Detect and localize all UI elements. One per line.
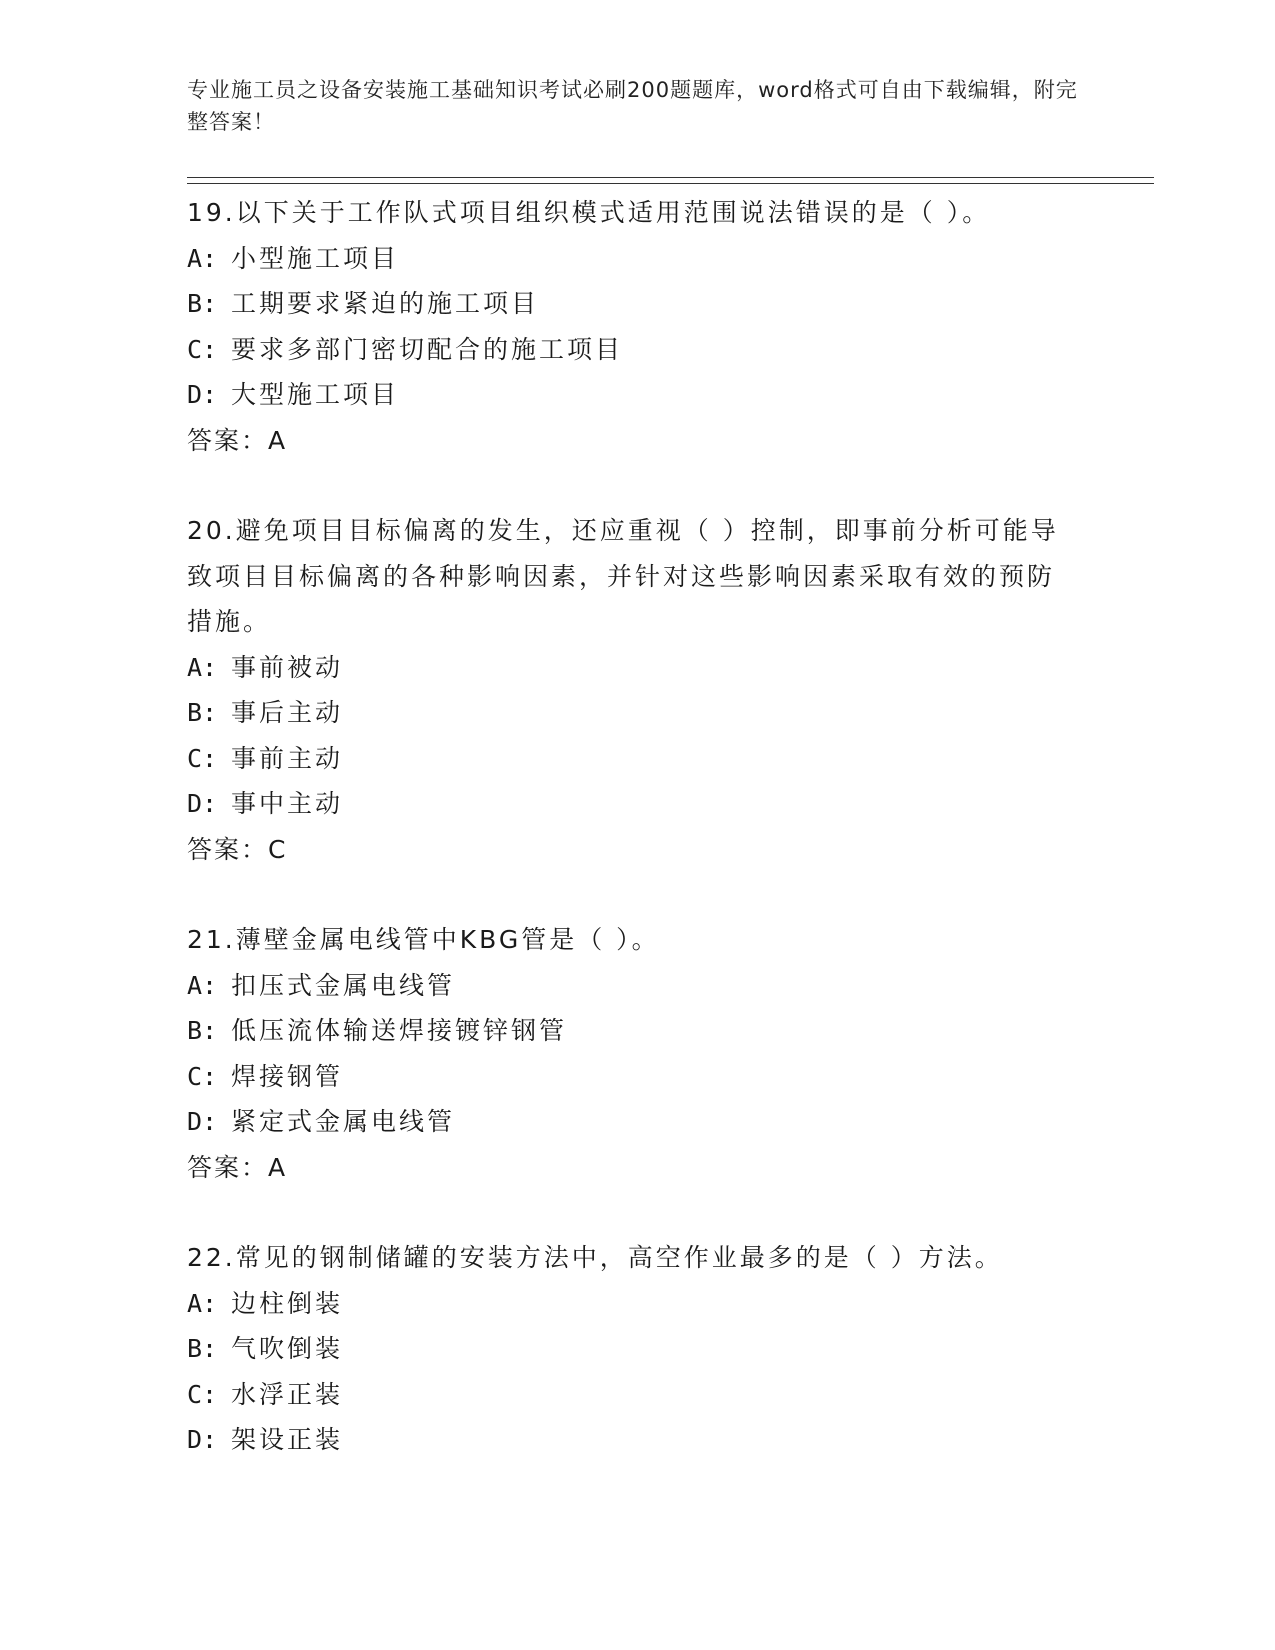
option-letter: D: — [187, 380, 218, 409]
option-text: 大型施工项目 — [231, 380, 400, 409]
question-20 — [187, 508, 1087, 872]
option-text: 扣压式金属电线管 — [231, 970, 456, 1000]
option-text: 小型施工项目 — [231, 243, 400, 273]
option-b — [187, 690, 1087, 736]
option-a — [187, 1281, 1087, 1327]
option-d — [187, 1417, 1087, 1463]
option-text: 事后主动 — [231, 698, 344, 727]
question-22 — [187, 1235, 1087, 1463]
option-a — [187, 236, 1087, 282]
question-stem: 19.以下关于工作队式项目组织模式适用范围说法错误的是（ ）。 — [187, 198, 991, 227]
question-19 — [187, 190, 1087, 463]
option-letter: B: — [187, 698, 218, 727]
option-letter: B: — [187, 1334, 218, 1363]
option-text: 要求多部门密切配合的施工项目 — [231, 334, 624, 364]
option-c — [187, 736, 1087, 782]
option-letter: C: — [187, 1061, 218, 1091]
option-text: 事前被动 — [231, 652, 344, 682]
option-b — [187, 1008, 1087, 1054]
option-letter: D: — [187, 1425, 218, 1454]
option-letter: C: — [187, 743, 218, 773]
question-stem: 22.常见的钢制储罐的安装方法中，高空作业最多的是（ ）方法。 — [187, 1243, 1003, 1272]
answer-line: 答案：C — [187, 834, 288, 864]
question-21 — [187, 917, 1087, 1190]
option-text: 边柱倒装 — [231, 1288, 344, 1318]
option-b — [187, 1326, 1087, 1372]
option-text: 事中主动 — [231, 789, 344, 818]
option-text: 气吹倒装 — [231, 1334, 344, 1363]
option-letter: A: — [187, 652, 218, 682]
question-list — [187, 190, 1087, 1508]
document-header: 专业施工员之设备安装施工基础知识考试必刷200题题库，word格式可自由下载编辑，附完整答案！ — [187, 78, 1078, 134]
option-text: 事前主动 — [231, 743, 344, 773]
question-stem: 21.薄壁金属电线管中KBG管是（ ）。 — [187, 925, 660, 954]
option-b — [187, 281, 1087, 327]
option-letter: B: — [187, 289, 218, 318]
option-a — [187, 645, 1087, 691]
header-divider — [187, 177, 1154, 184]
answer-line: 答案：A — [187, 425, 288, 455]
option-text: 紧定式金属电线管 — [231, 1107, 456, 1136]
option-letter: C: — [187, 1379, 218, 1409]
answer-line: 答案：A — [187, 1152, 288, 1182]
option-letter: A: — [187, 243, 218, 273]
option-d — [187, 1099, 1087, 1145]
option-text: 架设正装 — [231, 1425, 344, 1454]
option-d — [187, 781, 1087, 827]
option-text: 焊接钢管 — [231, 1061, 344, 1091]
option-a — [187, 963, 1087, 1009]
option-c — [187, 1372, 1087, 1418]
option-d — [187, 372, 1087, 418]
option-letter: D: — [187, 789, 218, 818]
option-letter: A: — [187, 1288, 218, 1318]
option-c — [187, 327, 1087, 373]
option-letter: D: — [187, 1107, 218, 1136]
option-letter: B: — [187, 1016, 218, 1045]
option-text: 低压流体输送焊接镀锌钢管 — [231, 1016, 568, 1045]
option-text: 水浮正装 — [231, 1379, 344, 1409]
option-text: 工期要求紧迫的施工项目 — [231, 289, 540, 318]
option-c — [187, 1054, 1087, 1100]
question-stem: 20.避免项目目标偏离的发生，还应重视（ ）控制，即事前分析可能导致项目目标偏离的各种影响因素，并针对这些影响因素采取有效的预防措施。 — [187, 516, 1059, 636]
option-letter: A: — [187, 970, 218, 1000]
option-letter: C: — [187, 334, 218, 364]
